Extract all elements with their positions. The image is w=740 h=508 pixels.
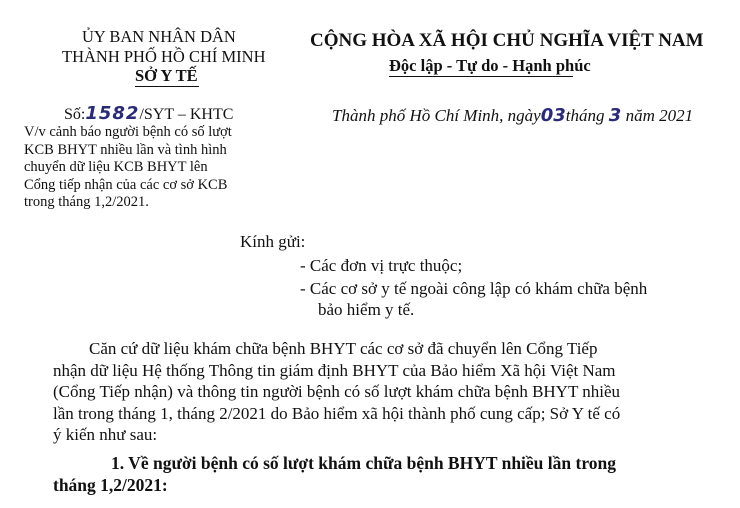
date-part3: năm 2021 (625, 106, 694, 125)
department-underline (135, 86, 199, 87)
department-name: SỞ Y TẾ (135, 66, 198, 85)
agency-name-line1: ỦY BAN NHÂN DÂN (82, 27, 236, 46)
section-heading (53, 452, 616, 496)
body-line: nhận dữ liệu Hệ thống Thông tin giám định BHYT của Bảo hiểm Xã hội Việt Nam (53, 360, 616, 380)
recipient-item-continuation: bảo hiểm y tế. (318, 300, 415, 319)
body-paragraph (53, 338, 708, 446)
body-line: (Cổng Tiếp nhận) và thông tin người bệnh có số lượt khám chữa bệnh BHYT nhiều (53, 382, 621, 402)
abstract-line: Cổng tiếp nhận của các cơ sở KCB (24, 176, 228, 193)
national-motto: Độc lập - Tự do - Hạnh phúc (389, 56, 591, 75)
agency-name-line2: THÀNH PHỐ HỒ CHÍ MINH (62, 47, 266, 66)
recipient-item: - Các cơ sở y tế ngoài công lập có khám chữa bệnh (300, 279, 648, 298)
date-part1: Thành phố Hồ Chí Minh, ngày (332, 106, 541, 125)
motto-underline (389, 76, 573, 77)
recipients-greeting: Kính gửi: (240, 232, 306, 251)
document-abstract (24, 124, 314, 212)
national-title: CỘNG HÒA XÃ HỘI CHỦ NGHĨA VIỆT NAM (310, 30, 704, 51)
body-line: lần trong tháng 1, tháng 2/2021 do Bảo hiểm xã hội thành phố cung cấp; Sở Y tế có (53, 403, 621, 423)
body-line: ý kiến như sau: (53, 425, 158, 445)
abstract-line: KCB BHYT nhiều lần và tình hình (24, 141, 227, 158)
body-line: Căn cứ dữ liệu khám chữa bệnh BHYT các cơ sở đã chuyển lên Cổng Tiếp (89, 339, 598, 358)
doc-number-prefix: Số: (64, 106, 86, 123)
section-heading-line: tháng 1,2/2021: (53, 475, 168, 495)
doc-number-handwritten: 1582 (85, 103, 140, 124)
issue-date (332, 105, 693, 126)
recipient-item: - Các đơn vị trực thuộc; (300, 256, 463, 275)
document-number (64, 103, 233, 124)
date-day-handwritten: 03 (540, 105, 566, 126)
abstract-line: chuyển dữ liệu KCB BHYT lên (24, 159, 208, 176)
doc-number-suffix: /SYT – KHTC (139, 106, 234, 123)
date-part2: tháng (565, 106, 605, 125)
abstract-line: trong tháng 1,2/2021. (24, 194, 149, 211)
date-month-handwritten: 3 (608, 105, 622, 126)
section-heading-line: 1. Về người bệnh có số lượt khám chữa bệnh BHYT nhiều lần trong (111, 453, 617, 473)
abstract-line: V/v cảnh báo người bệnh có số lượt (24, 124, 232, 140)
